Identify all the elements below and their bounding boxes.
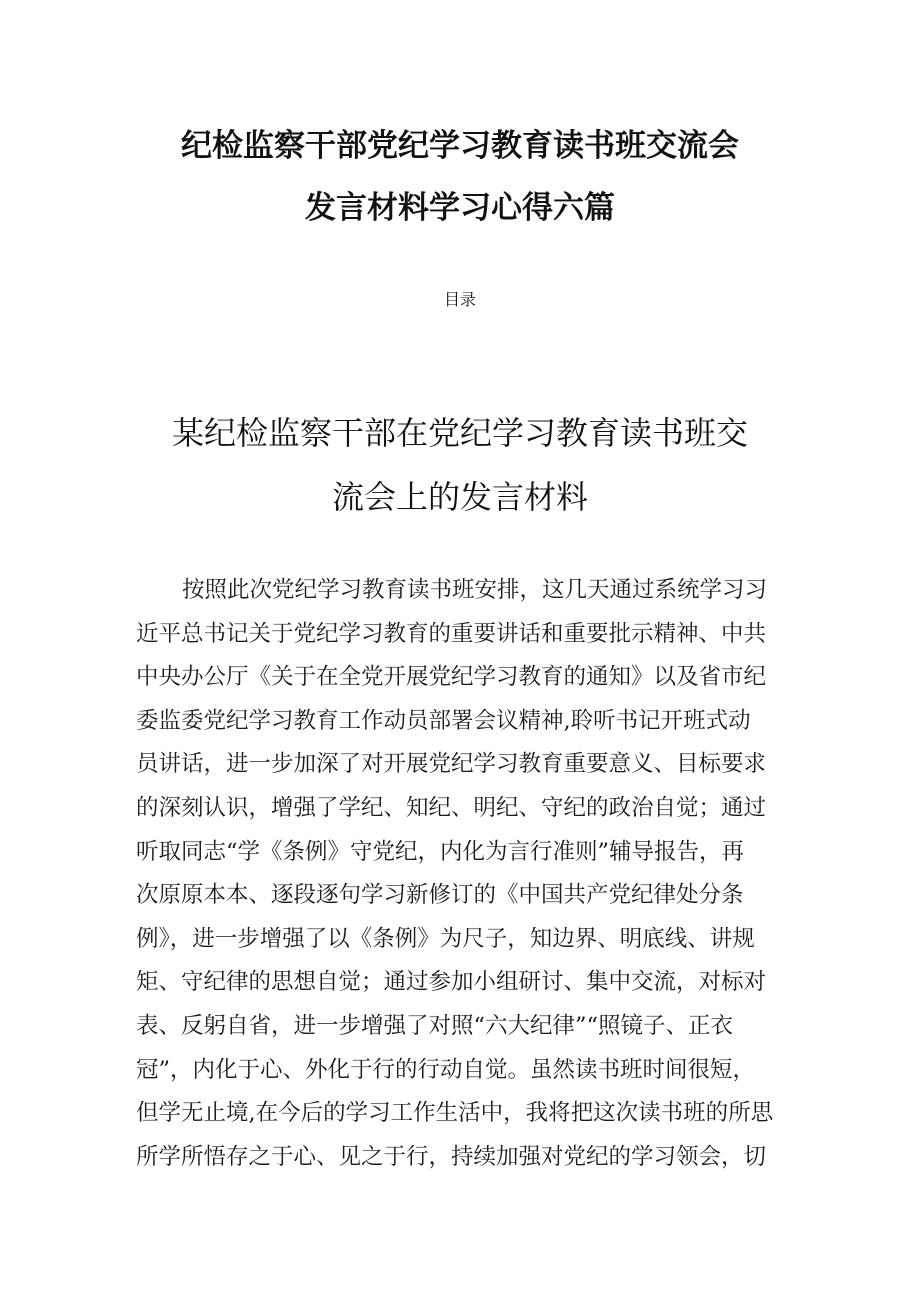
body-line: 例》，进一步增强了以《条例》为尺子，知边界、明底线、讲规 (136, 925, 755, 952)
body-line: 的深刻认识，增强了学纪、知纪、明纪、守纪的政治自觉；通过 (136, 794, 767, 821)
body-line: 矩、守纪律的思想自觉；通过参加小组研讨、集中交流，对标对 (136, 969, 767, 996)
body-line: 但学无止境,在今后的学习工作生活中，我将把这次读书班的所思 (136, 1100, 774, 1127)
section-title-line-1: 某纪检监察干部在党纪学习教育读书班交 (171, 414, 748, 452)
document-title-line-1: 纪检监察干部党纪学习教育读书班交流会 (181, 128, 739, 164)
body-line: 中央办公厅《关于在全党开展党纪学习教育的通知》以及省市纪 (136, 664, 767, 691)
body-line: 员讲话，进一步加深了对开展党纪学习教育重要意义、目标要求 (136, 751, 767, 778)
body-paragraph (136, 569, 786, 1179)
table-of-contents-label: 目录 (443, 290, 476, 309)
body-line: 冠”，内化于心、外化于行的行动自觉。虽然读书班时间很短， (136, 1056, 756, 1083)
body-line: 听取同志“学《条例》守党纪，内化为言行准则”辅导报告，再 (136, 838, 745, 865)
body-line: 按照此次党纪学习教育读书班安排，这几天通过系统学习习 (182, 577, 768, 603)
document-title-line-2: 发言材料学习心得六篇 (305, 190, 615, 226)
section-title-line-2: 流会上的发言材料 (331, 478, 588, 516)
body-line: 委监委党纪学习教育工作动员部署会议精神,聆听书记开班式动 (136, 707, 751, 734)
body-line: 近平总书记关于党纪学习教育的重要讲话和重要批示精神、中共 (136, 620, 767, 647)
body-line: 所学所悟存之于心、见之于行，持续加强对党纪的学习领会，切 (136, 1143, 767, 1170)
body-line: 表、反躬自省，进一步增强了对照“六大纪律”“照镜子、正衣 (136, 1012, 734, 1039)
body-line: 次原原本本、逐段逐句学习新修订的《中国共产党纪律处分条 (136, 882, 744, 909)
